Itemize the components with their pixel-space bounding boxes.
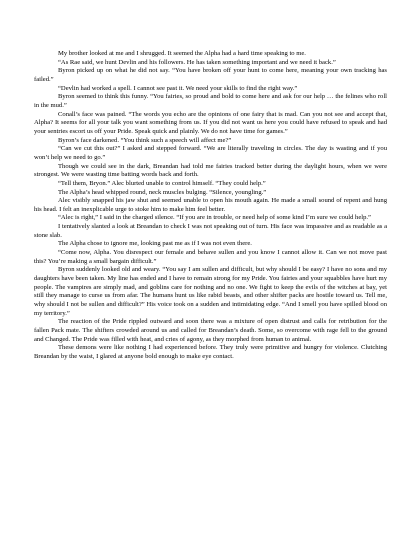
paragraph: Though we could see in the dark, Breandan had told me fairies tracked better during the daylight hours, when we were strongest. We were wasting time batting words back and forth. — [34, 162, 387, 179]
body-text — [34, 50, 387, 362]
paragraph: I tentatively slanted a look at Breandan to check I was not speaking out of turn. His face was impassive and as readable as a stone slab. — [34, 223, 387, 239]
paragraph: “Alec is right,” I said in the charged silence. “If you are in trouble, or need help of some kind I’m sure we could help.” — [58, 214, 371, 222]
paragraph: “As Rae said, we hunt Devlin and his followers. He has taken something important and we need it back.” — [58, 58, 336, 66]
paragraph: “Tell them, Bryon.” Alec blurted unable to control himself. “They could help.” — [58, 179, 266, 187]
paragraph: These demons were like nothing I had experienced before. They truly were primitive and hungry for violence. Clutching Breandan by the waist, I glared at anyone bold enough to make eye contact. — [34, 344, 387, 360]
paragraph: Byron suddenly looked old and weary. “You say I am sullen and difficult, but why should I be easy? I have no sons and my daughters have been taken. My line has ended and I have to remain strong for my Pride. You fairies and your squabbles have hurt my people. The vampires are simply mad, and goblins care for nothing and no one. We fight to keep the evils of the witches at bay, yet still they manage to curse us from afar. The humans hunt us like rabid beasts, and other shifter packs are hostile toward us. Tell me, why should I not be sullen and difficult?” His voice took on a sudden and intimidating edge. “And I smell you have spilled blood on my territory.” — [34, 266, 387, 317]
paragraph: The Alpha’s head whipped round, neck muscles bulging. “Silence, youngling.” — [58, 188, 267, 196]
paragraph: Byron seemed to think this funny. “You fairies, so proud and bold to come here and ask for our help … the felines who roll in the mud.” — [34, 93, 387, 109]
paragraph: My brother looked at me and I shrugged. It seemed the Alpha had a hard time speaking to me. — [58, 50, 306, 57]
paragraph: Byron picked up on what he did not say. “You have broken off your hunt to come here, meaning your own tracking has failed.” — [34, 67, 387, 83]
paragraph: “Come now, Alpha. You disrespect our female and behave sullen and you know I cannot allow it. Can we not move past this? You’re making a small bargain difficult.” — [34, 249, 387, 265]
paragraph: The Alpha chose to ignore me, looking past me as if I was not even there. — [58, 240, 252, 248]
paragraph: “Devlin had worked a spell. I cannot see past it. We need your skills to find the right way.” — [58, 84, 298, 92]
paragraph: Alec visibly snapped his jaw shut and seemed unable to open his mouth again. He made a small sound of repent and hung his head. I felt an inexplicable urge to stoke him to make him feel better. — [34, 197, 387, 213]
paragraph: Byron’s face darkened. “You think such a speech will affect me?” — [58, 136, 232, 144]
paragraph: Conall’s face was pained. “The words you echo are the opinions of one fairy that is mad. Can you not see and accept that, Alpha? It seems for all your talk you want something from us. If you did not want us here you could have refused to speak and had your sentries escort us off your Pride. Speak quick and plainly. We do not have time for games.” — [34, 110, 387, 135]
paragraph: “Can we cut this out?” I asked and stepped forward. “We are literally traveling in circles. The day is wasting and if you won’t help we need to go.” — [34, 145, 387, 161]
paragraph: The reaction of the Pride rippled outward and soon there was a mixture of open distrust and calls for retribution for the fallen Pack mate. The shifters crowded around us and called for Breandan’s death. Some, so overcome with rage fell to the ground and Changed. The Pride was filled with heat, and cries of agony, as they morphed from human to animal. — [34, 318, 387, 343]
